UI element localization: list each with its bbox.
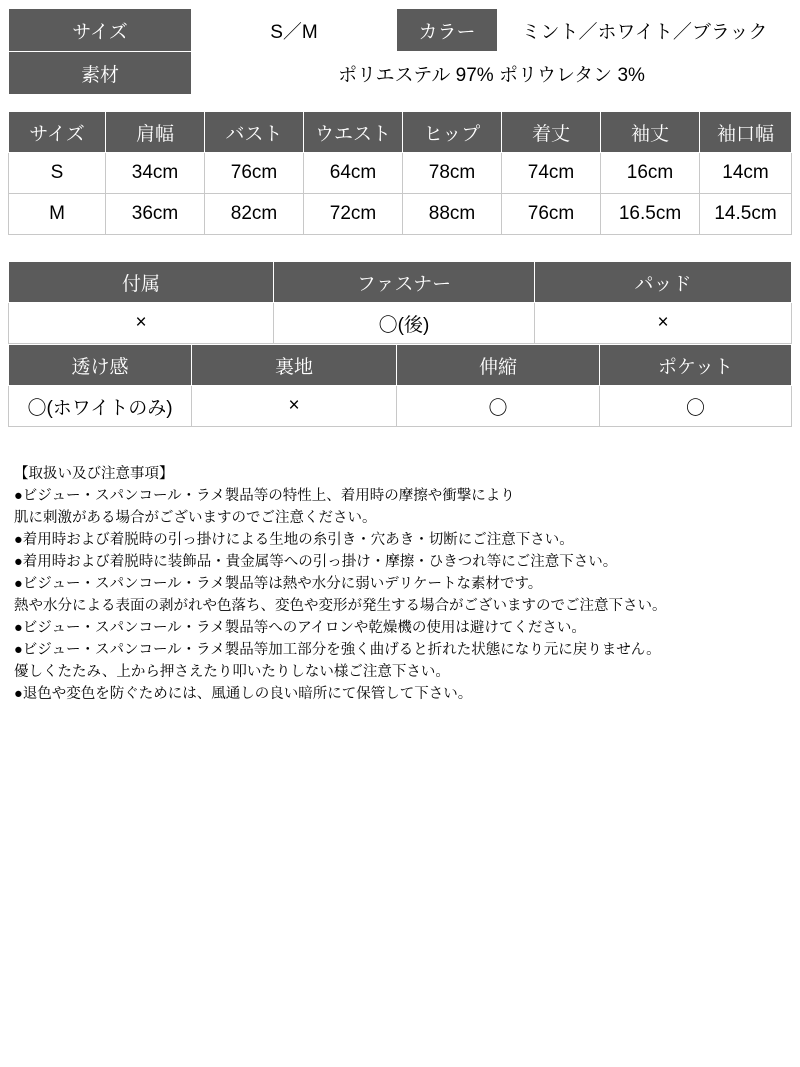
care-note-line: 熱や水分による表面の剥がれや色落ち、変色や変形が発生する場合がございますのでご注意下さい。 — [14, 598, 667, 615]
spec-value-color: ミント／ホワイト／ブラック — [498, 9, 792, 52]
attr-value-sheerness: 〇(ホワイトのみ) — [9, 386, 192, 427]
size-s-waist: 64cm — [304, 153, 403, 194]
attr-header-pad: パッド — [535, 262, 792, 303]
size-m-cuff: 14.5cm — [700, 194, 792, 235]
care-note-line: 肌に刺激がある場合がございますのでご注意ください。 — [14, 510, 377, 527]
size-m-waist: 72cm — [304, 194, 403, 235]
attr-header-lining: 裏地 — [192, 345, 397, 386]
size-col-cuff: 袖口幅 — [700, 112, 792, 153]
spec-label-color: カラー — [397, 9, 498, 52]
attr-header-accessory: 付属 — [9, 262, 274, 303]
size-m-hip: 88cm — [403, 194, 502, 235]
care-note-line: 優しくたたみ、上から押さえたり叩いたりしない様ご注意下さい。 — [14, 664, 450, 681]
care-note-line: ●退色や変色を防ぐためには、風通しの良い暗所にて保管して下さい。 — [14, 686, 473, 703]
spec-label-size: サイズ — [9, 9, 192, 52]
size-s-label: S — [9, 153, 106, 194]
care-notes-title: 【取扱い及び注意事項】 — [14, 466, 174, 482]
attr-header-zipper: ファスナー — [274, 262, 535, 303]
attr-value-accessory: × — [9, 303, 274, 344]
table-header-row — [9, 112, 792, 153]
attr-header-stretch: 伸縮 — [397, 345, 600, 386]
size-col-shoulder: 肩幅 — [106, 112, 205, 153]
size-col-bust: バスト — [205, 112, 304, 153]
size-m-bust: 82cm — [205, 194, 304, 235]
table-row — [9, 9, 792, 52]
size-col-length: 着丈 — [502, 112, 601, 153]
spec-value-size: S／M — [192, 9, 397, 52]
attr-value-pad: × — [535, 303, 792, 344]
size-m-length: 76cm — [502, 194, 601, 235]
attribute-table-2 — [8, 344, 792, 427]
size-s-hip: 78cm — [403, 153, 502, 194]
care-note-line: ●着用時および着脱時の引っ掛けによる生地の糸引き・穴あき・切断にご注意下さい。 — [14, 532, 574, 549]
attr-value-zipper: 〇(後) — [274, 303, 535, 344]
size-s-sleeve: 16cm — [601, 153, 700, 194]
size-m-label: M — [9, 194, 106, 235]
size-m-shoulder: 36cm — [106, 194, 205, 235]
table-row — [9, 52, 792, 95]
size-col-hip: ヒップ — [403, 112, 502, 153]
care-notes — [14, 463, 792, 705]
care-note-line: ●ビジュー・スパンコール・ラメ製品等の特性上、着用時の摩擦や衝撃により — [14, 488, 515, 505]
table-header-row — [9, 345, 792, 386]
care-note-line: ●着用時および着脱時に装飾品・貴金属等への引っ掛け・摩擦・ひきつれ等にご注意下さい。 — [14, 554, 618, 571]
size-s-cuff: 14cm — [700, 153, 792, 194]
care-note-line: ●ビジュー・スパンコール・ラメ製品等へのアイロンや乾燥機の使用は避けてください。 — [14, 620, 586, 637]
size-col-waist: ウエスト — [304, 112, 403, 153]
care-note-line: ●ビジュー・スパンコール・ラメ製品等は熱や水分に弱いデリケートな素材です。 — [14, 576, 543, 593]
table-row — [9, 303, 792, 344]
care-note-line: ●ビジュー・スパンコール・ラメ製品等加工部分を強く曲げると折れた状態になり元に戻りません。 — [14, 642, 661, 659]
size-m-sleeve: 16.5cm — [601, 194, 700, 235]
attr-header-pocket: ポケット — [600, 345, 792, 386]
size-s-length: 74cm — [502, 153, 601, 194]
spec-label-material: 素材 — [9, 52, 192, 95]
attr-value-stretch: 〇 — [397, 386, 600, 427]
table-row — [9, 386, 792, 427]
size-col-size: サイズ — [9, 112, 106, 153]
attr-value-pocket: 〇 — [600, 386, 792, 427]
table-header-row — [9, 262, 792, 303]
table-row — [9, 153, 792, 194]
spec-table — [8, 8, 792, 95]
size-s-shoulder: 34cm — [106, 153, 205, 194]
attr-value-lining: × — [192, 386, 397, 427]
size-table — [8, 111, 792, 235]
attr-header-sheerness: 透け感 — [9, 345, 192, 386]
size-s-bust: 76cm — [205, 153, 304, 194]
table-row — [9, 194, 792, 235]
spec-value-material: ポリエステル 97% ポリウレタン 3% — [192, 52, 792, 95]
attribute-table — [8, 261, 792, 344]
size-col-sleeve: 袖丈 — [601, 112, 700, 153]
